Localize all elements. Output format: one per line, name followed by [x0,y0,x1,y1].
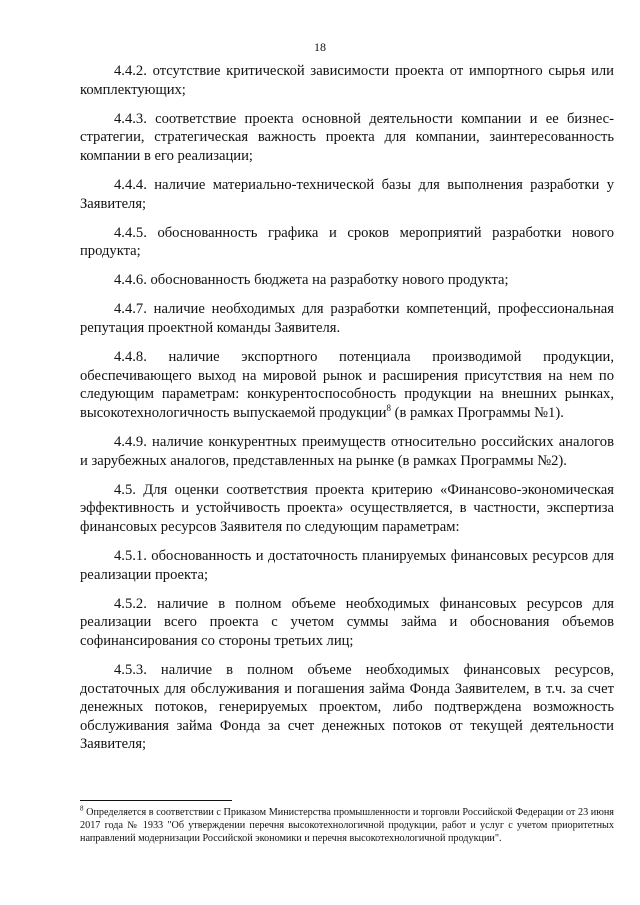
document-body [80,62,614,764]
page-number: 18 [314,40,326,54]
paragraph-4-4-5: 4.4.5. обоснованность графика и сроков мероприятий разработки нового продукта; [80,224,614,260]
paragraph-4-4-3: 4.4.3. соответствие проекта основной деятельности компании и ее бизнес-стратегии, стратегическая важность проекта для компании, заинтересованность компании в его реализации; [80,110,614,164]
paragraph-4-4-6: 4.4.6. обоснованность бюджета на разработку нового продукта; [114,272,509,289]
paragraph-4-4-4: 4.4.4. наличие материально-технической базы для выполнения разработки у Заявителя; [80,176,614,212]
footnote-reference[interactable]: 8 [386,403,391,414]
paragraph-4-4-9: 4.4.9. наличие конкурентных преимуществ относительно российских аналогов и зарубежных аналогов, представленных на рынке (в рамках Программы №2). [80,434,614,469]
paragraph-4-4-8 [80,348,614,422]
footnote-text: Определяется в соответствии с Приказом Министерства промышленности и торговли Российской Федерации от 23 июня 2017 года № 1933 "Об утверждении перечня высокотехнологичной продукции, работ и услуг с учетом приоритетных направлений модернизации Российской экономики и перечня высокотехнологичной продукции". [80,807,614,845]
paragraph-4-5-2: 4.5.2. наличие в полном объеме необходимых финансовых ресурсов для реализации всего проекта с учетом суммы займа и обоснования объемов софинансирования со стороны третьих лиц; [80,595,614,649]
paragraph-4-4-2: 4.4.2. отсутствие критической зависимости проекта от импортного сырья или комплектующих; [80,63,614,98]
paragraph-4-4-7: 4.4.7. наличие необходимых для разработки компетенций, профессиональная репутация проектной команды Заявителя. [80,301,614,337]
footnote [80,806,614,846]
footnote-marker: 8 [80,804,84,813]
paragraph-4-5-1: 4.5.1. обоснованность и достаточность планируемых финансовых ресурсов для реализации проекта; [80,547,614,583]
paragraph-4-4-8-text: 4.4.8. наличие экспортного потенциала производимой продукции, обеспечивающего выход на мировой рынок и расширения присутствия на нем по следующим параметрам: конкурентоспособность продукции на внешних рынках, высокотехнологичность выпускаемой продукции [80,349,614,421]
footnote-divider [80,800,232,801]
paragraph-4-4-8-tail: (в рамках Программы №1). [390,404,564,421]
paragraph-4-5-3: 4.5.3. наличие в полном объеме необходимых финансовых ресурсов, достаточных для обслуживания и погашения займа Фонда Заявителем, в т.ч. за счет денежных потоков, генерируемых проектом, либо подтверждена возможность обслуживания займа Фонда за счет денежных потоков от текущей деятельности Заявителя; [80,661,614,753]
paragraph-4-5: 4.5. Для оценки соответствия проекта критерию «Финансово-экономическая эффективность и устойчивость проекта» осуществляется, в частности, экспертиза финансовых ресурсов Заявителя по следующим параметрам: [80,481,614,535]
